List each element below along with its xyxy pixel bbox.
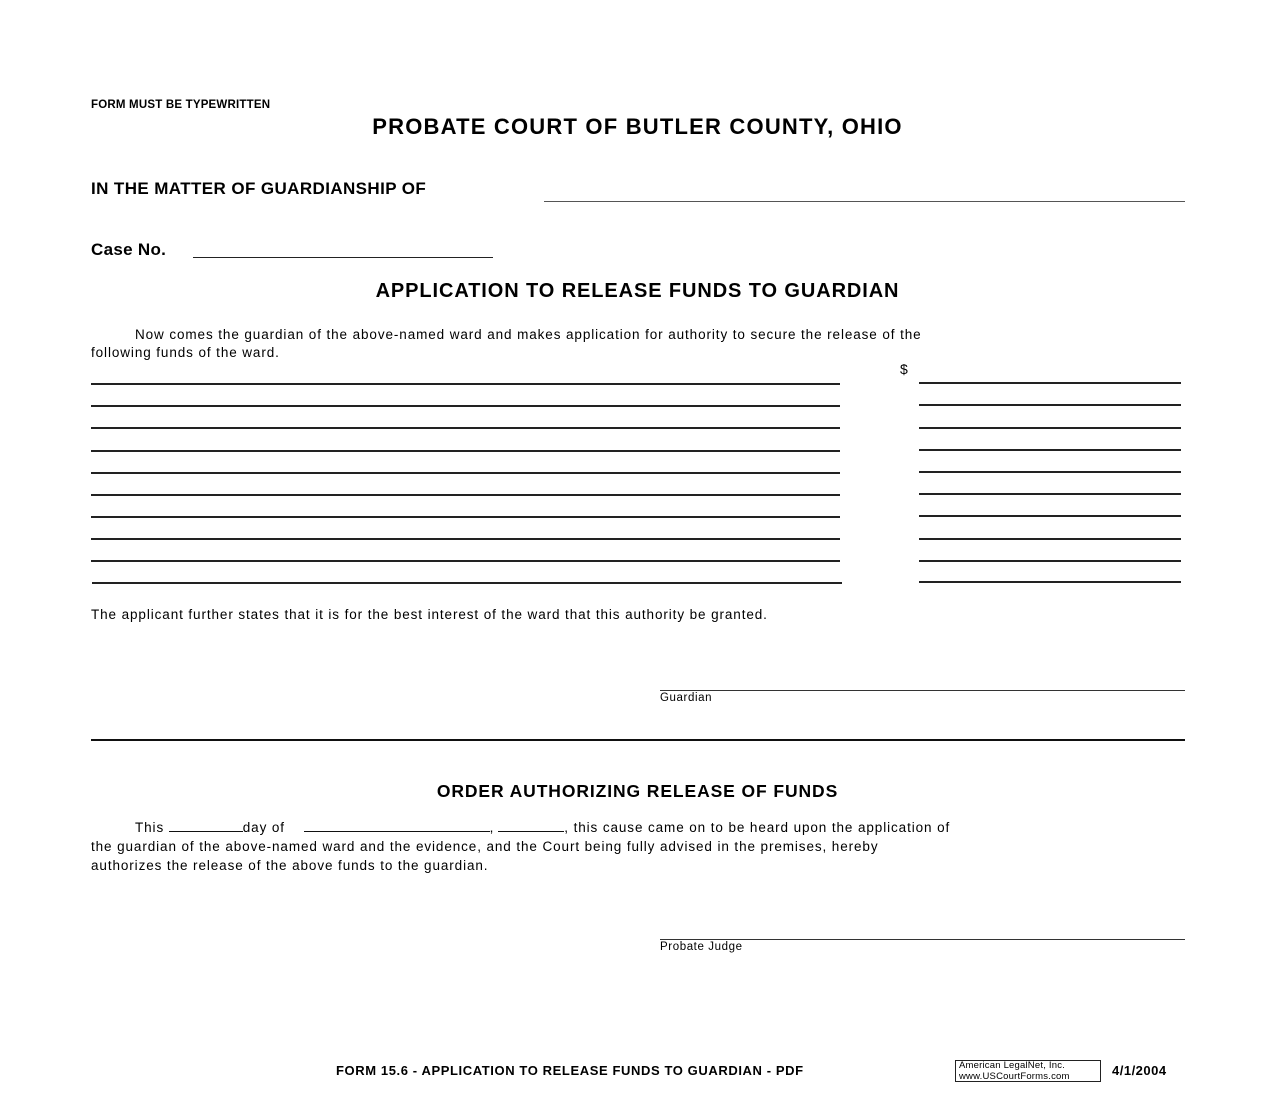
fund-amount-field-2[interactable] [919, 404, 1181, 406]
fund-amount-field-8[interactable] [919, 538, 1181, 540]
court-title: PROBATE COURT OF BUTLER COUNTY, OHIO [372, 114, 903, 139]
order-year-field[interactable] [498, 819, 564, 832]
best-interest-statement: The applicant further states that it is for the best interest of the ward that this authority be granted. [91, 607, 768, 622]
fund-amount-field-9[interactable] [919, 560, 1181, 562]
fund-description-field-1[interactable] [91, 383, 840, 385]
publisher-name: American LegalNet, Inc. [959, 1060, 1065, 1071]
order-text-day-of: day of [242, 820, 285, 835]
fund-amount-field-10[interactable] [919, 581, 1181, 583]
ward-name-field[interactable] [544, 201, 1185, 202]
typewritten-notice: FORM MUST BE TYPEWRITTEN [91, 99, 271, 111]
application-intro [91, 326, 1181, 362]
order-day-field[interactable] [169, 819, 243, 832]
application-title: APPLICATION TO RELEASE FUNDS TO GUARDIAN [375, 280, 900, 302]
case-number-field[interactable] [193, 257, 493, 258]
guardian-signature-label: Guardian [660, 692, 713, 704]
fund-amount-field-6[interactable] [919, 493, 1181, 495]
publisher-url: www.USCourtForms.com [959, 1070, 1070, 1082]
order-text-line-2: the guardian of the above-named ward and the evidence, and the Court being fully advised in the premises, hereby [91, 839, 879, 854]
fund-amount-field-3[interactable] [919, 427, 1181, 429]
order-text [91, 818, 1191, 875]
fund-description-field-9[interactable] [91, 560, 840, 562]
intro-line-1: Now comes the guardian of the above-named ward and makes application for authority to secure the release of the [135, 327, 922, 342]
fund-description-field-8[interactable] [91, 538, 840, 540]
fund-description-field-10[interactable] [92, 582, 842, 584]
judge-signature-field[interactable] [660, 939, 1185, 940]
order-text-rest: , this cause came on to be heard upon the application of [564, 820, 951, 835]
guardianship-matter-label: IN THE MATTER OF GUARDIANSHIP OF [91, 179, 427, 198]
order-text-line-3: authorizes the release of the above funds to the guardian. [91, 858, 489, 873]
fund-description-field-4[interactable] [91, 450, 840, 452]
fund-description-field-3[interactable] [91, 427, 840, 429]
guardian-signature-field[interactable] [660, 690, 1185, 691]
fund-amount-field-7[interactable] [919, 515, 1181, 517]
fund-description-field-6[interactable] [91, 494, 840, 496]
fund-description-field-5[interactable] [91, 472, 840, 474]
publisher-box [955, 1060, 1101, 1082]
footer-form-title: FORM 15.6 - APPLICATION TO RELEASE FUNDS TO GUARDIAN - PDF [336, 1063, 804, 1078]
fund-amount-field-1[interactable] [919, 382, 1181, 384]
fund-amount-field-4[interactable] [919, 449, 1181, 451]
order-text-comma: , [489, 820, 495, 835]
fund-description-field-2[interactable] [91, 405, 840, 407]
fund-description-field-7[interactable] [91, 516, 840, 518]
footer-date: 4/1/2004 [1112, 1063, 1167, 1078]
order-title: ORDER AUTHORIZING RELEASE OF FUNDS [436, 781, 839, 801]
order-month-field[interactable] [304, 819, 490, 832]
case-number-label: Case No. [91, 240, 167, 259]
dollar-sign: $ [900, 361, 908, 377]
intro-line-2: following funds of the ward. [91, 345, 280, 360]
fund-amount-field-5[interactable] [919, 471, 1181, 473]
section-divider [91, 739, 1185, 741]
order-text-this: This [135, 820, 165, 835]
judge-signature-label: Probate Judge [660, 941, 743, 953]
